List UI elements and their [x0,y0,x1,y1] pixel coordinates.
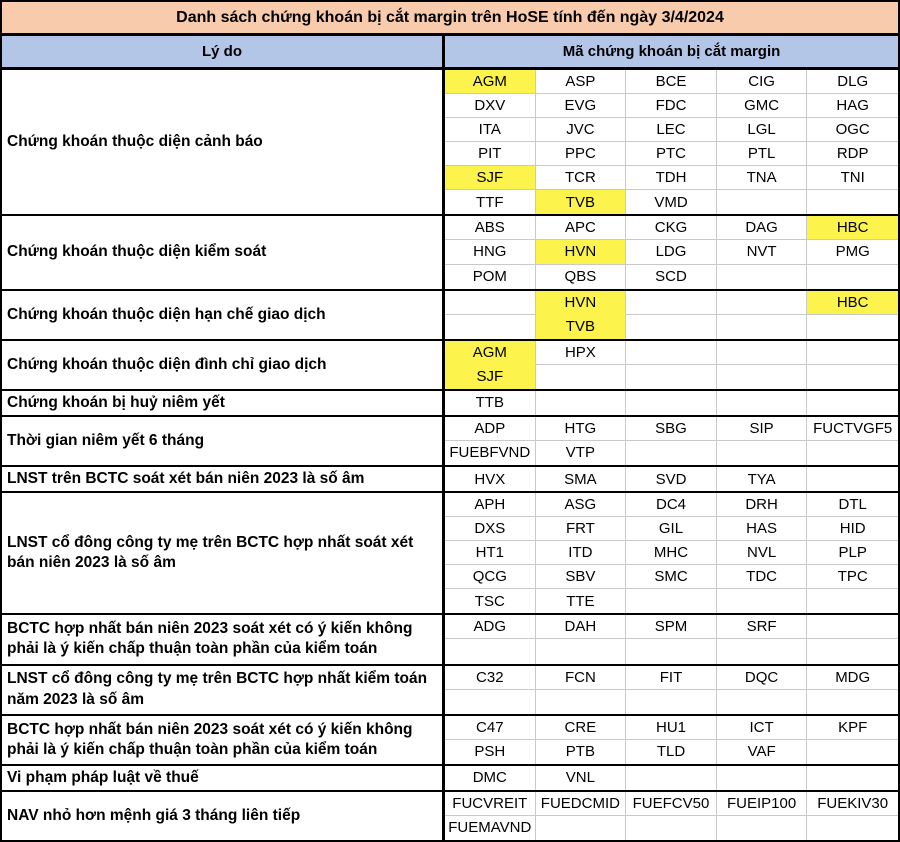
empty-cell [807,391,898,415]
empty-cell [717,315,808,339]
empty-cell [717,190,808,214]
empty-cell [626,315,717,339]
stock-code-cell: HBC [807,291,898,315]
empty-cell [626,341,717,365]
stock-code-cell: DXS [445,517,536,541]
stock-code-cell: ITA [445,118,536,142]
stock-code-cell: FCN [536,666,627,690]
codes-grid [445,666,898,714]
section-row [2,341,898,391]
stock-code-cell: TVB [536,190,627,214]
stock-code-cell: ASG [536,493,627,517]
stock-code-cell: HT1 [445,541,536,565]
stock-code-cell: AGM [445,70,536,94]
stock-code-cell: GMC [717,94,808,118]
stock-code-cell: NVL [717,541,808,565]
stock-code-cell: PTL [717,142,808,166]
header-reason-label: Lý do [2,36,445,67]
empty-cell [807,467,898,491]
stock-code-cell: MHC [626,541,717,565]
stock-code-cell: LDG [626,240,717,264]
reason-label: BCTC hợp nhất bán niên 2023 soát xét có ý kiến không phải là ý kiến chấp thuận toàn phần của kiểm toán [2,716,445,764]
empty-cell [626,589,717,613]
stock-code-cell: DTL [807,493,898,517]
empty-cell [536,690,627,714]
stock-code-cell: SVD [626,467,717,491]
empty-cell [717,690,808,714]
stock-code-cell: SIP [717,417,808,441]
stock-code-cell: FUEBFVND [445,441,536,465]
stock-code-cell: SMA [536,467,627,491]
empty-cell [626,639,717,663]
empty-cell [717,391,808,415]
stock-code-cell: PTC [626,142,717,166]
stock-code-cell: TDC [717,565,808,589]
stock-code-cell: PMG [807,240,898,264]
section-row [2,70,898,216]
stock-code-cell: C47 [445,716,536,740]
stock-code-cell: HVN [536,291,627,315]
stock-code-cell: SRF [717,615,808,639]
stock-code-cell: AGM [445,341,536,365]
stock-code-cell: HVN [536,240,627,264]
stock-code-cell: DMC [445,766,536,790]
reason-label: NAV nhỏ hơn mệnh giá 3 tháng liên tiếp [2,792,445,840]
stock-code-cell: FRT [536,517,627,541]
stock-code-cell: FUCTVGF5 [807,417,898,441]
stock-code-cell: TNI [807,166,898,190]
section-row [2,291,898,341]
stock-code-cell: TTB [445,391,536,415]
empty-cell [445,690,536,714]
empty-cell [717,816,808,840]
stock-code-cell: ICT [717,716,808,740]
empty-cell [807,615,898,639]
stock-code-cell: RDP [807,142,898,166]
stock-code-cell: TVB [536,315,627,339]
stock-code-cell: BCE [626,70,717,94]
empty-cell [807,190,898,214]
stock-code-cell: KPF [807,716,898,740]
empty-cell [717,265,808,289]
stock-code-cell: NVT [717,240,808,264]
stock-code-cell: HID [807,517,898,541]
reason-label: Chứng khoán thuộc diện đình chỉ giao dịch [2,341,445,389]
stock-code-cell: DXV [445,94,536,118]
empty-cell [445,315,536,339]
empty-cell [626,441,717,465]
empty-cell [807,740,898,764]
codes-grid [445,716,898,764]
empty-cell [807,766,898,790]
empty-cell [445,291,536,315]
stock-code-cell: CKG [626,216,717,240]
codes-grid [445,417,898,465]
stock-code-cell: TLD [626,740,717,764]
stock-code-cell: FUEFCV50 [626,792,717,816]
codes-grid [445,493,898,613]
codes-grid [445,216,898,288]
header-codes-label: Mã chứng khoán bị cắt margin [562,43,781,60]
empty-cell [536,816,627,840]
empty-cell [717,639,808,663]
stock-code-cell: HAG [807,94,898,118]
stock-code-cell: HU1 [626,716,717,740]
table-title: Danh sách chứng khoán bị cắt margin trên HoSE tính đến ngày 3/4/2024 [2,2,898,36]
stock-code-cell: APC [536,216,627,240]
stock-code-cell: PSH [445,740,536,764]
stock-code-cell: TCR [536,166,627,190]
empty-cell [536,391,627,415]
codes-grid [445,792,898,840]
reason-label: BCTC hợp nhất bán niên 2023 soát xét có ý kiến không phải là ý kiến chấp thuận toàn phần của kiểm toán [2,615,445,663]
table-body [2,70,898,840]
stock-code-cell: DC4 [626,493,717,517]
section-row [2,417,898,467]
stock-code-cell: APH [445,493,536,517]
stock-code-cell: TTE [536,589,627,613]
section-row [2,391,898,417]
reason-label: Chứng khoán bị huỷ niêm yết [2,391,445,415]
codes-grid [445,766,898,790]
empty-cell [717,291,808,315]
codes-grid [445,391,898,415]
stock-code-cell: C32 [445,666,536,690]
empty-cell [626,365,717,389]
empty-cell [807,816,898,840]
section-row [2,792,898,840]
stock-code-cell: MDG [807,666,898,690]
stock-code-cell: SCD [626,265,717,289]
reason-label: LNST trên BCTC soát xét bán niên 2023 là số âm [2,467,445,491]
empty-cell [717,365,808,389]
stock-code-cell: TSC [445,589,536,613]
stock-code-cell: HVX [445,467,536,491]
stock-code-cell: SMC [626,565,717,589]
stock-code-cell: PIT [445,142,536,166]
stock-code-cell: LGL [717,118,808,142]
codes-grid [445,70,898,214]
reason-label: LNST cổ đông công ty mẹ trên BCTC hợp nhất soát xét bán niên 2023 là số âm [2,493,445,613]
reason-label: Chứng khoán thuộc diện hạn chế giao dịch [2,291,445,339]
stock-code-cell: FUEMAVND [445,816,536,840]
empty-cell [626,291,717,315]
empty-cell [626,391,717,415]
codes-grid [445,341,898,389]
stock-code-cell: SJF [445,166,536,190]
stock-code-cell: DAG [717,216,808,240]
empty-cell [536,639,627,663]
empty-cell [717,341,808,365]
empty-cell [807,365,898,389]
stock-code-cell: TDH [626,166,717,190]
stock-code-cell: SJF [445,365,536,389]
stock-code-cell: ADP [445,417,536,441]
empty-cell [626,816,717,840]
stock-code-cell: HBC [807,216,898,240]
stock-code-cell: ADG [445,615,536,639]
stock-code-cell: SBG [626,417,717,441]
empty-cell [626,690,717,714]
stock-code-cell: FUCVREIT [445,792,536,816]
stock-code-cell: VNL [536,766,627,790]
section-row [2,716,898,766]
stock-code-cell: LEC [626,118,717,142]
section-row [2,766,898,792]
stock-code-cell: TTF [445,190,536,214]
stock-code-cell: OGC [807,118,898,142]
table-header [2,36,898,70]
stock-code-cell: ITD [536,541,627,565]
codes-grid [445,615,898,663]
reason-label: Chứng khoán thuộc diện kiểm soát [2,216,445,288]
stock-code-cell: DLG [807,70,898,94]
stock-code-cell: DRH [717,493,808,517]
stock-code-cell: TNA [717,166,808,190]
stock-code-cell: EVG [536,94,627,118]
section-row [2,666,898,716]
stock-code-cell: DQC [717,666,808,690]
stock-code-cell: VMD [626,190,717,214]
section-row [2,615,898,665]
stock-code-cell: GIL [626,517,717,541]
stock-code-cell: DAH [536,615,627,639]
stock-code-cell: SBV [536,565,627,589]
stock-code-cell: TYA [717,467,808,491]
stock-code-cell: FIT [626,666,717,690]
empty-cell [807,441,898,465]
empty-cell [717,441,808,465]
stock-code-cell: TPC [807,565,898,589]
empty-cell [807,315,898,339]
stock-code-cell: VTP [536,441,627,465]
stock-code-cell: CRE [536,716,627,740]
stock-code-cell: FUEKIV30 [807,792,898,816]
stock-code-cell: HTG [536,417,627,441]
stock-code-cell: HNG [445,240,536,264]
reason-label: Chứng khoán thuộc diện cảnh báo [2,70,445,214]
stock-code-cell: SPM [626,615,717,639]
stock-code-cell: FUEDCMID [536,792,627,816]
stock-code-cell: ASP [536,70,627,94]
stock-code-cell: JVC [536,118,627,142]
section-row [2,467,898,493]
stock-code-cell: HPX [536,341,627,365]
empty-cell [807,265,898,289]
reason-label: Vi phạm pháp luật về thuế [2,766,445,790]
empty-cell [807,341,898,365]
stock-code-cell: ABS [445,216,536,240]
empty-cell [445,639,536,663]
empty-cell [626,766,717,790]
reason-label: LNST cổ đông công ty mẹ trên BCTC hợp nhất kiểm toán năm 2023 là số âm [2,666,445,714]
stock-code-cell: FUEIP100 [717,792,808,816]
reason-label: Thời gian niêm yết 6 tháng [2,417,445,465]
empty-cell [717,766,808,790]
empty-cell [717,589,808,613]
empty-cell [807,589,898,613]
section-row [2,493,898,615]
empty-cell [536,365,627,389]
section-row [2,216,898,290]
stock-code-cell: PPC [536,142,627,166]
stock-code-cell: QCG [445,565,536,589]
stock-code-cell: PLP [807,541,898,565]
stock-code-cell: HAS [717,517,808,541]
codes-grid [445,291,898,339]
codes-grid [445,467,898,491]
stock-code-cell: QBS [536,265,627,289]
stock-code-cell: VAF [717,740,808,764]
stock-code-cell: CIG [717,70,808,94]
empty-cell [807,639,898,663]
stock-code-cell: FDC [626,94,717,118]
empty-cell [807,690,898,714]
stock-code-cell: POM [445,265,536,289]
stock-code-cell: PTB [536,740,627,764]
